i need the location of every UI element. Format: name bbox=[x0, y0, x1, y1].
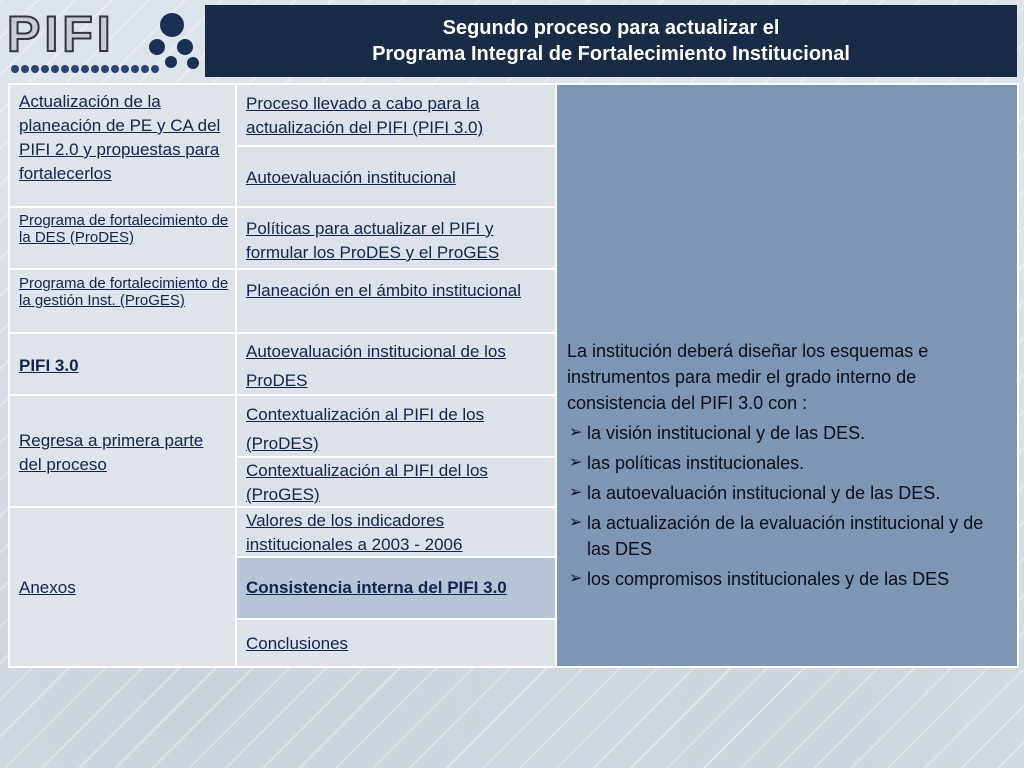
nav-cell-autoevaluacion-prodes[interactable] bbox=[237, 334, 555, 394]
nav-link-valores[interactable]: Valores de los indicadores institucionales a 2003 - 2006 bbox=[246, 511, 463, 554]
panel-bullet-text: la autoevaluación institucional y de las DES. bbox=[587, 483, 941, 503]
nav-cell-politicas[interactable] bbox=[237, 208, 555, 268]
panel-bullet-text: los compromisos institucionales y de las DES bbox=[587, 569, 950, 589]
panel-bullet-item bbox=[567, 510, 997, 562]
nav-cell-contexto-prodes[interactable] bbox=[237, 396, 555, 456]
nav-link-consistencia[interactable]: Consistencia interna del PIFI 3.0 bbox=[246, 578, 507, 597]
nav-cell-actualizacion[interactable] bbox=[10, 85, 235, 206]
nav-link-autoevaluacion[interactable]: Autoevaluación institucional bbox=[246, 168, 456, 187]
arrow-bullet-icon: ➢ bbox=[569, 570, 583, 587]
nav-link-politicas[interactable]: Políticas para actualizar el PIFI y formular los ProDES y el ProGES bbox=[246, 219, 500, 262]
title-line-1: Segundo proceso para actualizar el bbox=[442, 17, 780, 39]
nav-cell-prodes[interactable] bbox=[10, 208, 235, 268]
nav-link-planeacion[interactable]: Planeación en el ámbito institucional bbox=[246, 281, 522, 300]
logo-dots-icon bbox=[5, 5, 205, 77]
nav-cell-planeacion[interactable] bbox=[237, 270, 555, 332]
slide-title bbox=[205, 5, 1017, 77]
nav-link-anexos[interactable]: Anexos bbox=[19, 578, 76, 597]
pifi-logo bbox=[5, 5, 205, 77]
nav-cell-proges[interactable] bbox=[10, 270, 235, 332]
panel-bullet-item bbox=[567, 566, 997, 592]
nav-link-proges[interactable]: Programa de fortalecimiento de la gestión Inst. (ProGES) bbox=[19, 275, 229, 309]
panel-bullet-text: la visión institucional y de las DES. bbox=[587, 423, 866, 443]
nav-cell-anexos[interactable] bbox=[10, 508, 235, 666]
arrow-bullet-icon: ➢ bbox=[569, 454, 583, 471]
nav-cell-autoevaluacion[interactable] bbox=[237, 147, 555, 206]
nav-link-conclusiones[interactable]: Conclusiones bbox=[246, 634, 349, 653]
panel-bullet-text: las políticas institucionales. bbox=[587, 453, 805, 473]
panel-bullet-text: la actualización de la evaluación institucional y de las DES bbox=[587, 513, 984, 559]
arrow-bullet-icon: ➢ bbox=[569, 484, 583, 501]
nav-cell-pifi3[interactable] bbox=[10, 334, 235, 394]
nav-cell-conclusiones[interactable] bbox=[237, 620, 555, 666]
nav-cell-consistencia[interactable] bbox=[237, 558, 555, 618]
nav-link-pifi3[interactable]: PIFI 3.0 bbox=[19, 356, 79, 375]
nav-cell-contexto-proges[interactable] bbox=[237, 458, 555, 506]
nav-cell-proceso[interactable] bbox=[237, 85, 555, 145]
nav-link-actualizacion[interactable]: Actualización de la planeación de PE y CA del PIFI 2.0 y propuestas para fortalecerlos bbox=[19, 92, 221, 183]
logo-text: PIFI bbox=[7, 6, 115, 62]
panel-bullet-item bbox=[567, 420, 997, 446]
panel-bullet-item bbox=[567, 450, 997, 476]
panel-content bbox=[567, 338, 997, 596]
nav-cell-regresa[interactable] bbox=[10, 396, 235, 506]
nav-cell-valores[interactable] bbox=[237, 508, 555, 556]
navigation-table bbox=[8, 83, 1019, 668]
panel-intro: La institución deberá diseñar los esquemas e instrumentos para medir el grado interno de consistencia del PIFI 3.0 con : bbox=[567, 341, 929, 413]
nav-link-autoevaluacion-prodes[interactable]: Autoevaluación institucional de los ProDES bbox=[246, 342, 506, 390]
content-panel bbox=[557, 85, 1017, 666]
nav-link-contexto-proges[interactable]: Contextualización al PIFI del los (ProGES) bbox=[246, 461, 488, 504]
panel-bullet-item bbox=[567, 480, 997, 506]
title-line-2: Programa Integral de Fortalecimiento Institucional bbox=[372, 43, 850, 65]
nav-link-regresa[interactable]: Regresa a primera parte del proceso bbox=[19, 431, 204, 474]
panel-bullet-list bbox=[567, 420, 997, 592]
arrow-bullet-icon: ➢ bbox=[569, 424, 583, 441]
arrow-bullet-icon: ➢ bbox=[569, 514, 583, 531]
nav-link-contexto-prodes[interactable]: Contextualización al PIFI de los (ProDES) bbox=[246, 405, 485, 453]
nav-link-proceso[interactable]: Proceso llevado a cabo para la actualización del PIFI (PIFI 3.0) bbox=[246, 94, 484, 137]
nav-link-prodes[interactable]: Programa de fortalecimiento de la DES (ProDES) bbox=[19, 212, 229, 246]
